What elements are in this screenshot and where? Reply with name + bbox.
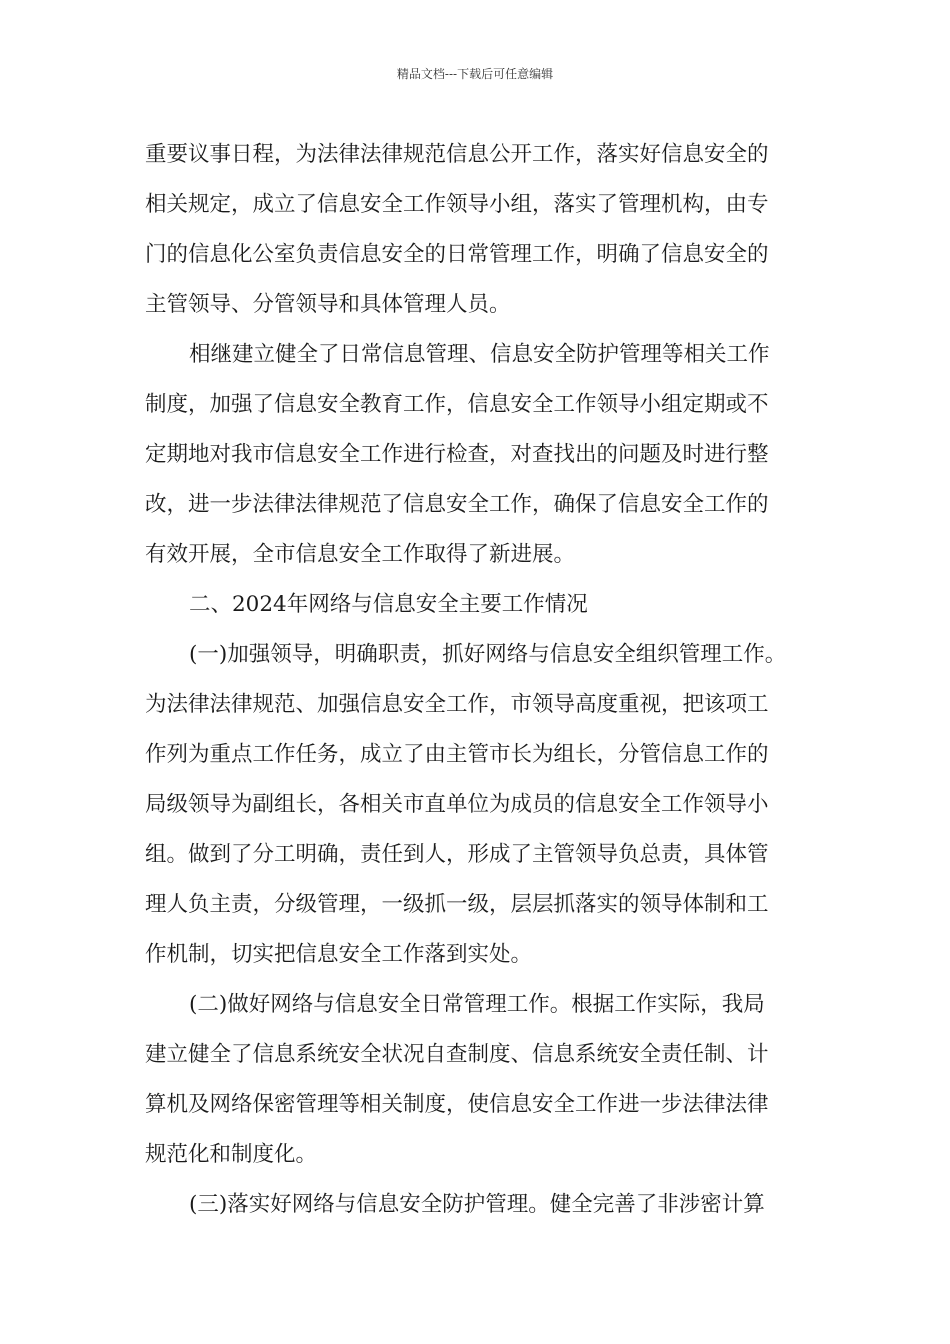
text-line: 作列为重点工作任务，成立了由主管市长为组长，分管信息工作的: [145, 742, 769, 767]
text-line: 主管领导、分管领导和具体管理人员。: [145, 292, 511, 317]
text-line: 建立健全了信息系统安全状况自查制度、信息系统安全责任制、计: [145, 1042, 769, 1067]
text-line: 改，进一步法律法律规范了信息安全工作，确保了信息安全工作的: [145, 492, 769, 517]
text-line: 相关规定，成立了信息安全工作领导小组，落实了管理机构，由专: [145, 192, 769, 217]
text-line: (三)落实好网络与信息安全防护管理。健全完善了非涉密计算: [189, 1192, 765, 1217]
text-line: (一)加强领导，明确职责，抓好网络与信息安全组织管理工作。: [189, 642, 787, 667]
page-header: 精品文档---下载后可任意编辑: [396, 67, 554, 81]
text-line: 理人负主责，分级管理，一级抓一级，层层抓落实的领导体制和工: [145, 892, 769, 917]
text-line: 作机制，切实把信息安全工作落到实处。: [145, 942, 533, 967]
document-body: [145, 130, 815, 1230]
text-line: 有效开展，全市信息安全工作取得了新进展。: [145, 542, 576, 567]
text-line: 制度，加强了信息安全教育工作，信息安全工作领导小组定期或不: [145, 392, 769, 417]
text-line: 重要议事日程，为法律法律规范信息公开工作，落实好信息安全的: [145, 142, 769, 167]
text-line: 定期地对我市信息安全工作进行检查，对查找出的问题及时进行整: [145, 442, 769, 467]
text-line: 门的信息化公室负责信息安全的日常管理工作，明确了信息安全的: [145, 242, 769, 267]
text-line: (二)做好网络与信息安全日常管理工作。根据工作实际，我局: [189, 992, 765, 1017]
text-line: 算机及网络保密管理等相关制度，使信息安全工作进一步法律法律: [145, 1092, 769, 1117]
text-line: 为法律法律规范、加强信息安全工作，市领导高度重视，把该项工: [145, 692, 769, 717]
text-line: 组。做到了分工明确，责任到人，形成了主管领导负总责，具体管: [145, 842, 769, 867]
text-line: 相继建立健全了日常信息管理、信息安全防护管理等相关工作: [189, 342, 770, 367]
text-line: 规范化和制度化。: [145, 1142, 318, 1167]
text-line: 局级领导为副组长，各相关市直单位为成员的信息安全工作领导小: [145, 792, 769, 817]
text-line: 二、2024年网络与信息安全主要工作情况: [189, 592, 588, 617]
